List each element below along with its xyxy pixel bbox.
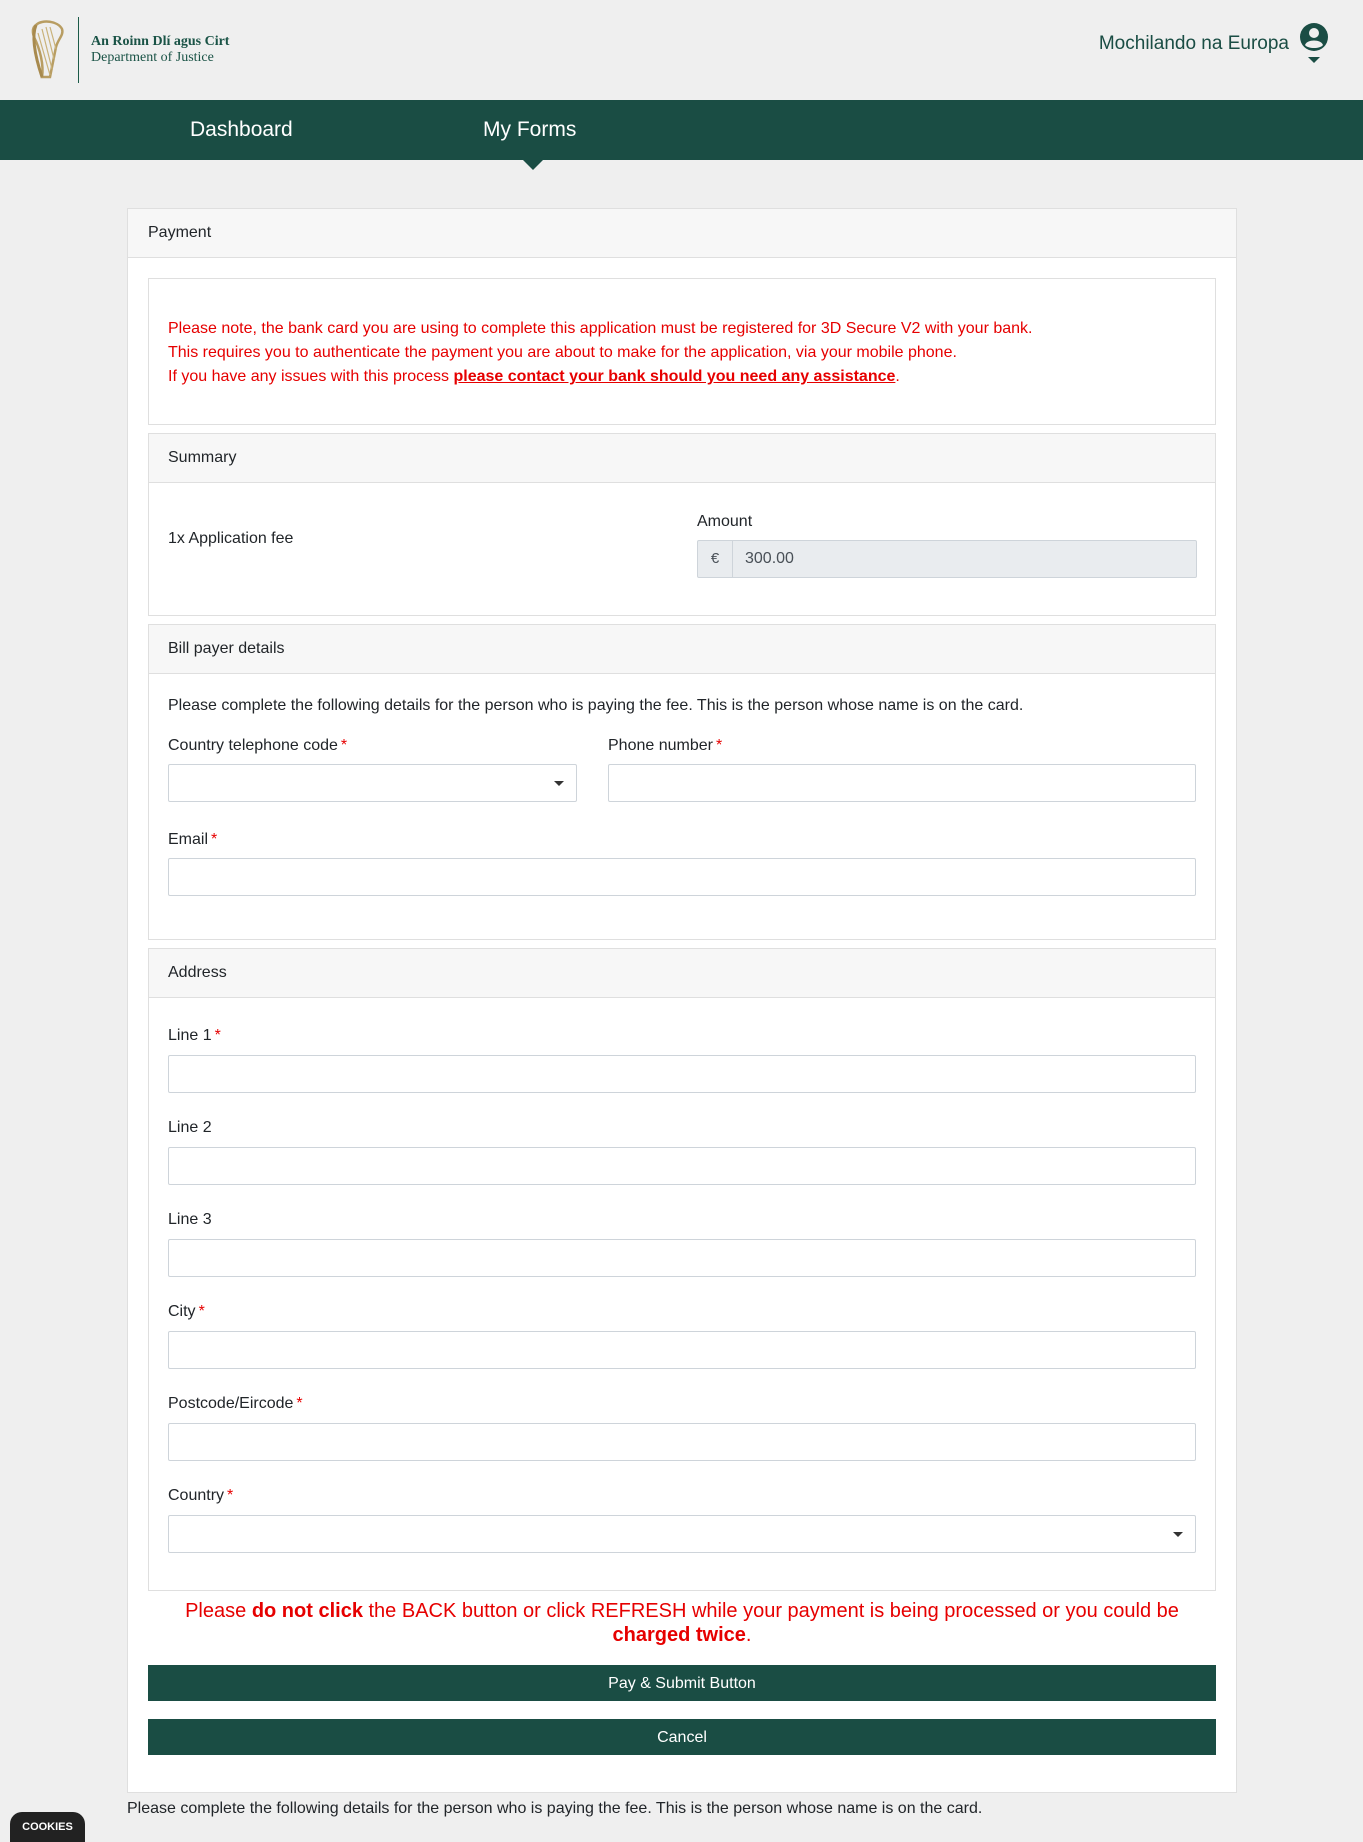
logo-line-english: Department of Justice — [91, 50, 214, 65]
line2-label-text: Line 2 — [168, 1119, 212, 1136]
postcode-input[interactable] — [168, 1423, 1196, 1461]
address-panel — [148, 948, 1216, 1591]
required-marker: * — [296, 1395, 303, 1412]
warning-part-2: the BACK button or click REFRESH while your payment is being processed or you could be — [362, 1600, 1179, 1622]
logo-line-irish: An Roinn Dlí agus Cirt — [91, 34, 230, 49]
footer-text: Please complete the following details for the person who is paying the fee. This is the person whose name is on the card. — [127, 1800, 983, 1817]
user-name: Mochilando na Europa — [1098, 33, 1289, 54]
warning-bold-1: do not click — [251, 1600, 363, 1622]
notice-line-1: Please note, the bank card you are using to complete this application must be registered for 3D Secure V2 with your bank. — [168, 320, 1033, 337]
phone-number-input[interactable] — [608, 764, 1196, 802]
country-code-label — [168, 737, 347, 755]
chevron-down-icon — [1308, 57, 1320, 63]
summary-title: Summary — [149, 434, 1215, 483]
warning-part-1: Please — [185, 1600, 252, 1622]
line1-label — [168, 1027, 221, 1045]
notice-line-3 — [168, 365, 1196, 389]
required-marker: * — [227, 1487, 234, 1504]
required-marker: * — [340, 737, 348, 754]
notice-line-2: This requires you to authenticate the payment you are about to make for the application, via your mobile phone. — [168, 344, 957, 361]
chevron-down-icon — [554, 781, 564, 786]
email-label-text: Email — [168, 831, 209, 848]
notice-line-3-suffix: . — [895, 368, 900, 385]
nav-my-forms[interactable]: My Forms — [483, 118, 577, 141]
required-marker: * — [211, 831, 218, 848]
address-line3-input[interactable] — [168, 1239, 1196, 1277]
email-label — [168, 831, 217, 849]
fee-item-label: 1x Application fee — [168, 530, 294, 547]
required-marker: * — [715, 737, 723, 754]
line3-label — [168, 1211, 212, 1229]
double-charge-warning — [148, 1599, 1216, 1647]
country-code-select[interactable] — [168, 764, 577, 802]
payment-card — [127, 208, 1237, 1793]
contact-bank-link[interactable]: please contact your bank should you need any assistance — [453, 368, 896, 385]
active-nav-indicator — [523, 160, 543, 170]
user-avatar-icon[interactable] — [1299, 22, 1329, 66]
logo-text — [91, 34, 229, 66]
postcode-label — [168, 1395, 303, 1413]
cookies-button[interactable]: COOKIES — [10, 1812, 85, 1842]
email-input[interactable] — [168, 858, 1196, 896]
country-code-label-text: Country telephone code — [168, 737, 338, 754]
required-marker: * — [214, 1027, 221, 1044]
amount-value: 300.00 — [745, 550, 794, 567]
top-header — [0, 0, 1363, 100]
amount-field — [697, 540, 1197, 578]
logo-divider — [78, 17, 79, 83]
currency-euro-symbol: € — [698, 541, 733, 577]
user-menu[interactable] — [1099, 22, 1329, 66]
harp-icon — [28, 19, 68, 81]
postcode-label-text: Postcode/Eircode — [168, 1395, 294, 1412]
pay-submit-button[interactable]: Pay & Submit Button — [148, 1665, 1216, 1701]
bill-payer-intro: Please complete the following details for the person who is paying the fee. This is the person whose name is on the card. — [168, 697, 1024, 714]
warning-bold-2: charged twice — [612, 1624, 746, 1646]
amount-label: Amount — [697, 513, 753, 530]
city-input[interactable] — [168, 1331, 1196, 1369]
payment-title: Payment — [128, 209, 1236, 258]
bill-payer-panel — [148, 624, 1216, 940]
phone-number-label — [608, 737, 722, 755]
address-line1-input[interactable] — [168, 1055, 1196, 1093]
3d-secure-notice — [148, 278, 1216, 425]
line1-label-text: Line 1 — [168, 1027, 212, 1044]
nav-dashboard[interactable]: Dashboard — [190, 118, 293, 141]
warning-part-3: . — [745, 1624, 752, 1646]
phone-number-label-text: Phone number — [608, 737, 713, 754]
city-label-text: City — [168, 1303, 196, 1320]
line2-label — [168, 1119, 212, 1137]
bill-payer-title: Bill payer details — [149, 625, 1215, 674]
summary-panel — [148, 433, 1216, 616]
required-marker: * — [198, 1303, 205, 1320]
country-label — [168, 1487, 233, 1505]
chevron-down-icon — [1173, 1532, 1183, 1537]
line3-label-text: Line 3 — [168, 1211, 212, 1228]
city-label — [168, 1303, 205, 1321]
cancel-button[interactable]: Cancel — [148, 1719, 1216, 1755]
notice-line-3-prefix: If you have any issues with this process — [168, 368, 454, 385]
department-logo[interactable] — [28, 16, 229, 84]
country-select[interactable] — [168, 1515, 1196, 1553]
main-nav — [0, 100, 1363, 160]
country-label-text: Country — [168, 1487, 225, 1504]
address-title: Address — [149, 949, 1215, 998]
address-line2-input[interactable] — [168, 1147, 1196, 1185]
